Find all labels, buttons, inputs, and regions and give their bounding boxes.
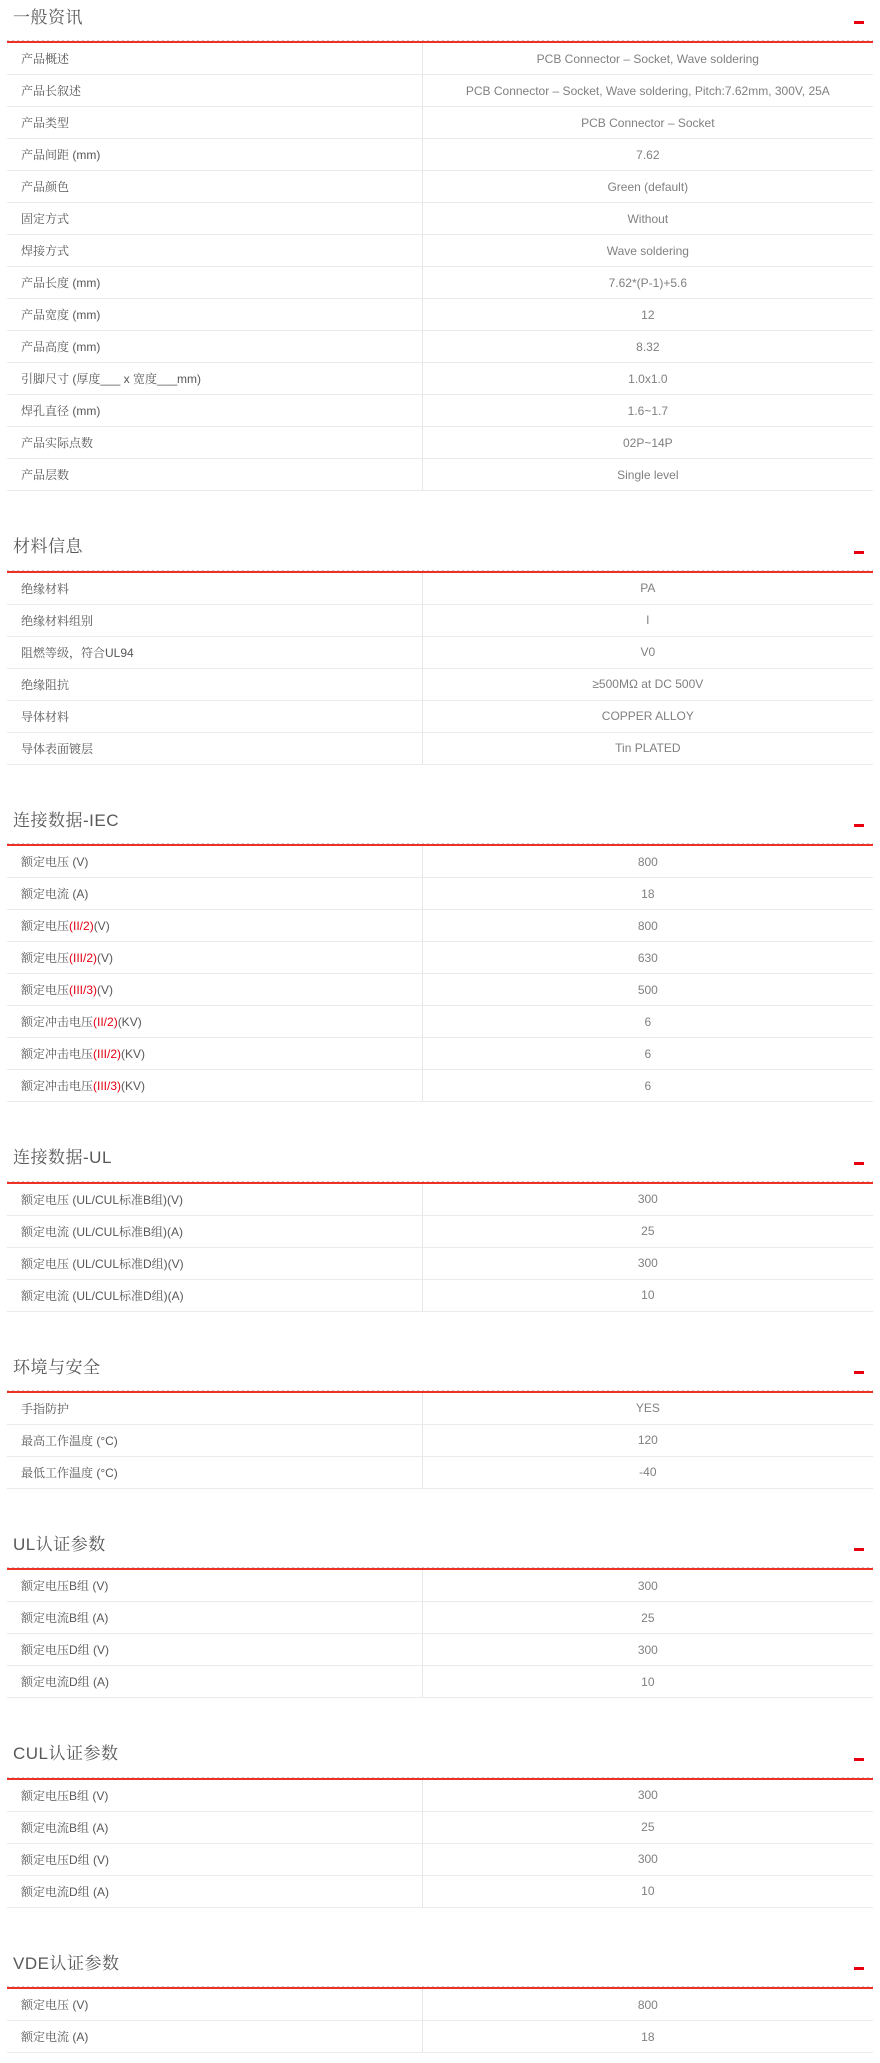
row-value: 18 <box>641 2029 655 2044</box>
section-header <box>7 1358 873 1378</box>
row-value: 500 <box>637 982 658 997</box>
row-label: 额定电流 (UL/CUL标准B组)(A) <box>7 1216 423 1247</box>
row-value: -40 <box>639 1465 657 1480</box>
row-value: 7.62*(P-1)+5.6 <box>608 275 688 290</box>
row-label <box>7 910 423 941</box>
table-row <box>7 1457 873 1489</box>
minus-icon[interactable] <box>854 551 864 554</box>
row-label: 导体表面镀层 <box>7 733 423 764</box>
row-label: 产品高度 (mm) <box>7 331 423 362</box>
table-row <box>7 171 873 203</box>
table-row <box>7 1248 873 1280</box>
row-value: 25 <box>641 1610 655 1625</box>
row-label: 固定方式 <box>7 203 423 234</box>
row-value: 02P~14P <box>622 435 673 450</box>
minus-icon[interactable] <box>854 824 864 827</box>
label-text: 额定电压 <box>21 919 70 934</box>
row-label: 产品宽度 (mm) <box>7 299 423 330</box>
row-value: 800 <box>637 918 658 933</box>
row-value: I <box>646 613 650 628</box>
row-label: 引脚尺寸 (厚度___ x 宽度___mm) <box>7 363 423 394</box>
table-row <box>7 1780 873 1812</box>
spec-table <box>7 1989 873 2053</box>
row-label: 额定电压 (V) <box>7 846 423 877</box>
label-highlight: (III/3) <box>69 982 98 997</box>
row-label <box>7 942 423 973</box>
row-value: 7.62 <box>636 147 660 162</box>
row-value: 25 <box>641 1224 655 1239</box>
label-text: (KV) <box>117 1014 142 1029</box>
label-text: (V) <box>97 982 114 997</box>
table-row <box>7 139 873 171</box>
table-row <box>7 573 873 605</box>
row-label: 绝缘材料组别 <box>7 605 423 636</box>
row-value: PCB Connector – Socket, Wave soldering <box>536 51 759 66</box>
section-header <box>7 1954 873 1974</box>
minus-icon[interactable] <box>854 1162 864 1165</box>
row-value: 300 <box>637 1192 658 1207</box>
table-row <box>7 1989 873 2021</box>
row-value: V0 <box>640 645 656 660</box>
row-value: 1.0x1.0 <box>628 371 668 386</box>
label-highlight: (III/2) <box>93 1046 122 1061</box>
table-row <box>7 1425 873 1457</box>
row-value: Green (default) <box>607 179 689 194</box>
row-value: YES <box>635 1401 660 1416</box>
row-label <box>7 1070 423 1101</box>
section-header <box>7 1744 873 1764</box>
spec-section <box>7 537 873 764</box>
row-value: 10 <box>641 1674 655 1689</box>
label-text: 额定冲击电压 <box>21 1047 94 1062</box>
row-value: 1.6~1.7 <box>627 403 669 418</box>
table-row <box>7 2021 873 2053</box>
label-highlight: (II/2) <box>93 1014 118 1029</box>
table-row <box>7 1070 873 1102</box>
table-row <box>7 395 873 427</box>
row-label: 额定电流 (A) <box>7 2021 423 2052</box>
label-text: (V) <box>93 918 110 933</box>
table-row <box>7 363 873 395</box>
row-label: 绝缘阻抗 <box>7 669 423 700</box>
row-value: 300 <box>637 1788 658 1803</box>
section-header <box>7 811 873 831</box>
spec-section <box>7 8 873 491</box>
row-label: 额定电流D组 (A) <box>7 1876 423 1907</box>
table-row <box>7 299 873 331</box>
minus-icon[interactable] <box>854 1967 864 1970</box>
table-row <box>7 235 873 267</box>
row-value: 800 <box>637 854 658 869</box>
table-row <box>7 427 873 459</box>
table-row <box>7 878 873 910</box>
row-label: 额定电压D组 (V) <box>7 1634 423 1665</box>
table-row <box>7 459 873 491</box>
table-row <box>7 942 873 974</box>
label-text: (KV) <box>121 1078 146 1093</box>
row-label: 产品间距 (mm) <box>7 139 423 170</box>
label-text: 额定电压 <box>21 983 70 998</box>
row-value: Tin PLATED <box>615 741 681 756</box>
label-text: 额定电压 <box>21 951 70 966</box>
table-row <box>7 733 873 765</box>
row-value: 8.32 <box>636 339 660 354</box>
section-header <box>7 1148 873 1168</box>
minus-icon[interactable] <box>854 1548 864 1551</box>
spec-table <box>7 1184 873 1312</box>
row-label: 额定电流 (UL/CUL标准D组)(A) <box>7 1280 423 1311</box>
row-label: 焊接方式 <box>7 235 423 266</box>
row-label: 额定电流B组 (A) <box>7 1602 423 1633</box>
table-row <box>7 1038 873 1070</box>
section-title: VDE认证参数 <box>13 1953 120 1973</box>
row-value: 300 <box>637 1642 658 1657</box>
row-value: 10 <box>641 1884 655 1899</box>
table-row <box>7 1570 873 1602</box>
row-value: Wave soldering <box>606 243 689 258</box>
row-value: 6 <box>644 1078 652 1093</box>
minus-icon[interactable] <box>854 1371 864 1374</box>
table-row <box>7 1216 873 1248</box>
table-row <box>7 331 873 363</box>
row-value: 300 <box>637 1852 658 1867</box>
label-highlight: (III/2) <box>69 950 98 965</box>
table-row <box>7 910 873 942</box>
table-row <box>7 1666 873 1698</box>
row-label: 额定电压B组 (V) <box>7 1780 423 1811</box>
table-row <box>7 1602 873 1634</box>
table-row <box>7 1393 873 1425</box>
table-row <box>7 974 873 1006</box>
table-row <box>7 43 873 75</box>
table-row <box>7 203 873 235</box>
row-value: Single level <box>617 467 679 482</box>
row-label: 额定电压D组 (V) <box>7 1844 423 1875</box>
row-value: 300 <box>637 1578 658 1593</box>
row-value: 800 <box>637 1997 658 2012</box>
spec-table <box>7 1780 873 1908</box>
minus-icon[interactable] <box>854 1758 864 1761</box>
section-title: 一般资讯 <box>13 8 83 27</box>
table-row <box>7 1844 873 1876</box>
row-label: 焊孔直径 (mm) <box>7 395 423 426</box>
row-label: 额定电流 (A) <box>7 878 423 909</box>
table-row <box>7 1280 873 1312</box>
row-label: 产品长度 (mm) <box>7 267 423 298</box>
row-label <box>7 1006 423 1037</box>
row-value: 12 <box>641 307 655 322</box>
row-label: 最高工作温度 (°C) <box>7 1425 423 1456</box>
section-title: 材料信息 <box>13 537 83 557</box>
table-row <box>7 605 873 637</box>
spec-section <box>7 1358 873 1489</box>
row-label: 额定电压 (UL/CUL标准B组)(V) <box>7 1184 423 1215</box>
row-label: 产品类型 <box>7 107 423 138</box>
section-title: 连接数据-UL <box>13 1148 112 1168</box>
label-text: (V) <box>97 950 114 965</box>
table-row <box>7 669 873 701</box>
table-row <box>7 637 873 669</box>
row-label: 额定电压B组 (V) <box>7 1570 423 1601</box>
row-value: COPPER ALLOY <box>601 709 694 724</box>
table-row <box>7 1006 873 1038</box>
spec-table <box>7 43 873 491</box>
row-label: 手指防护 <box>7 1393 423 1424</box>
section-header <box>7 1535 873 1555</box>
row-value: 300 <box>637 1256 658 1271</box>
spec-section <box>7 1535 873 1698</box>
row-label: 产品层数 <box>7 459 423 490</box>
label-text: 额定冲击电压 <box>21 1015 94 1030</box>
row-label: 导体材料 <box>7 701 423 732</box>
table-row <box>7 701 873 733</box>
table-row <box>7 107 873 139</box>
spec-table <box>7 573 873 765</box>
minus-icon[interactable] <box>854 21 864 24</box>
row-label: 产品长叙述 <box>7 75 423 106</box>
section-title: 环境与安全 <box>13 1357 101 1377</box>
table-row <box>7 846 873 878</box>
table-row <box>7 75 873 107</box>
table-row <box>7 1184 873 1216</box>
row-label: 产品实际点数 <box>7 427 423 458</box>
table-row <box>7 267 873 299</box>
row-label <box>7 1038 423 1069</box>
row-label: 阻燃等级，符合UL94 <box>7 637 423 668</box>
spec-section <box>7 1744 873 1907</box>
spec-table <box>7 846 873 1102</box>
row-value: PCB Connector – Socket <box>581 115 715 130</box>
section-title: CUL认证参数 <box>13 1744 119 1764</box>
section-header <box>7 537 873 557</box>
row-value: 18 <box>641 886 655 901</box>
row-label: 额定电流B组 (A) <box>7 1812 423 1843</box>
spec-table <box>7 1393 873 1489</box>
row-value: 6 <box>644 1014 652 1029</box>
row-label: 最低工作温度 (°C) <box>7 1457 423 1488</box>
table-row <box>7 1634 873 1666</box>
row-label <box>7 974 423 1005</box>
spec-section <box>7 1954 873 2053</box>
row-label: 产品概述 <box>7 43 423 74</box>
label-highlight: (II/2) <box>69 918 94 933</box>
row-label: 额定电压 (UL/CUL标准D组)(V) <box>7 1248 423 1279</box>
row-value: 120 <box>637 1433 658 1448</box>
row-label: 额定电流D组 (A) <box>7 1666 423 1697</box>
section-header <box>7 8 873 28</box>
row-label: 产品颜色 <box>7 171 423 202</box>
table-row <box>7 1812 873 1844</box>
label-text: (KV) <box>121 1046 146 1061</box>
row-value: 10 <box>641 1288 655 1303</box>
row-label: 额定电压 (V) <box>7 1989 423 2020</box>
table-row <box>7 1876 873 1908</box>
row-label: 绝缘材料 <box>7 573 423 604</box>
spec-section <box>7 1148 873 1311</box>
row-value: Without <box>627 211 669 226</box>
row-value: 630 <box>637 950 658 965</box>
row-value: 6 <box>644 1046 652 1061</box>
label-text: 额定冲击电压 <box>21 1079 94 1094</box>
section-title: 连接数据-IEC <box>13 810 119 830</box>
spec-section <box>7 811 873 1102</box>
section-title: UL认证参数 <box>13 1534 106 1554</box>
spec-table <box>7 1570 873 1698</box>
label-highlight: (III/3) <box>93 1078 122 1093</box>
row-value: 25 <box>641 1820 655 1835</box>
row-value: ≥500MΩ at DC 500V <box>592 677 704 692</box>
row-value: PA <box>640 581 656 596</box>
row-value: PCB Connector – Socket, Wave soldering, Pitch:7.62mm, 300V, 25A <box>465 83 830 98</box>
